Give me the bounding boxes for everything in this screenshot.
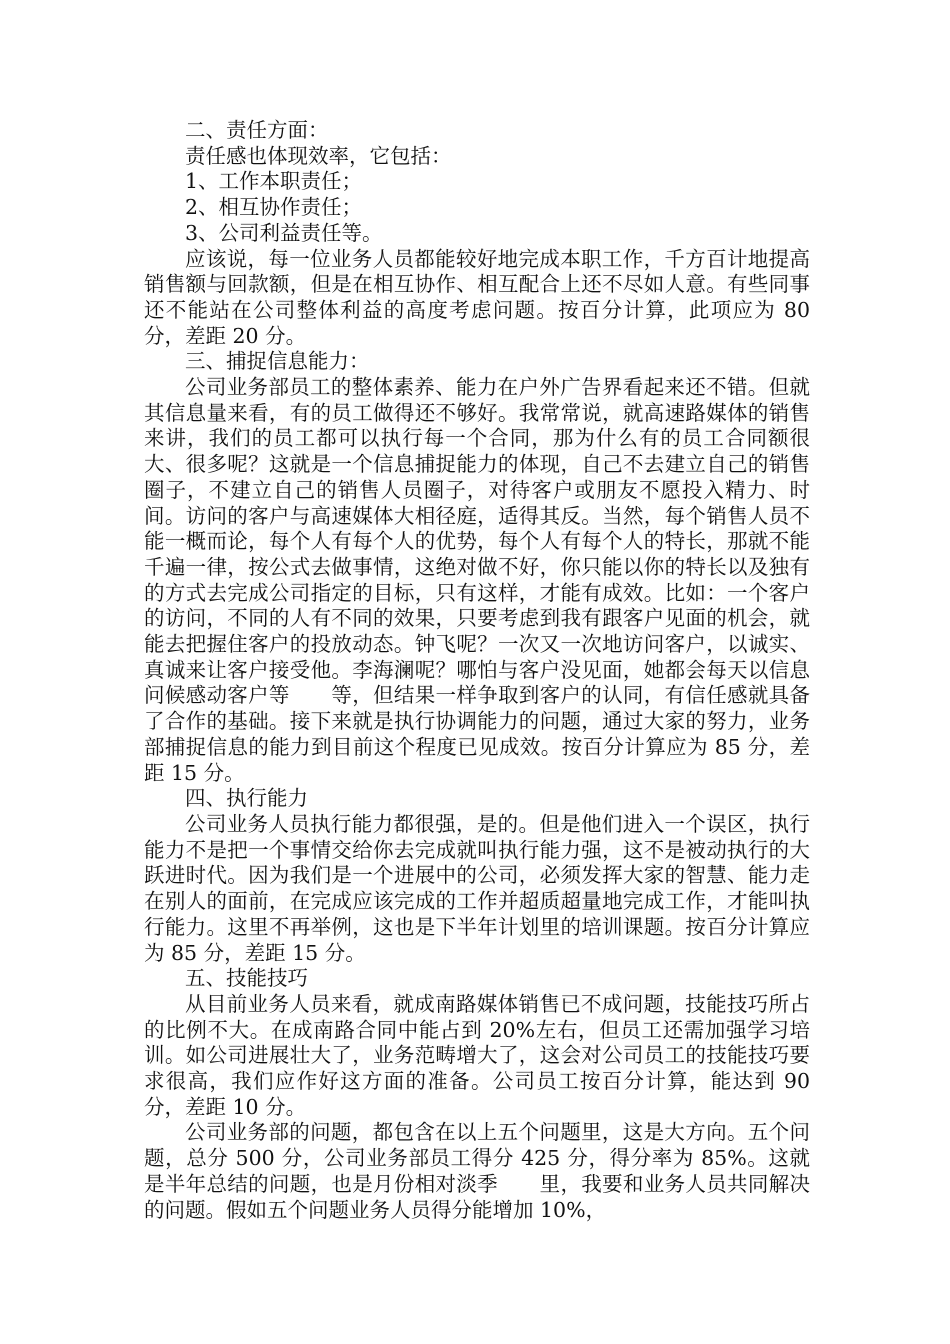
document-page <box>144 118 810 1223</box>
paragraph-execution: 公司业务人员执行能力都很强，是的。但是他们进入一个误区，执行能力不是把一个事情交给你去完成就叫执行能力强，这不是被动执行的大跃进时代。因为我们是一个进展中的公司，必须发挥大家的智慧、能力走在别人的面前，在完成应该完成的工作并超质超量地完成工作，才能叫执行能力。这里不再举例，这也是下半年计划里的培训课题。按百分计算应为 85 分，差距 15 分。 <box>144 811 810 965</box>
section-heading-execution: 四、执行能力 <box>185 786 308 811</box>
section-heading-skills: 五、技能技巧 <box>185 966 308 991</box>
paragraph-information-capture: 公司业务部员工的整体素养、能力在户外广告界看起来还不错。但就其信息量来看，有的员工做得还不够好。我常常说，就高速路媒体的销售来讲，我们的员工都可以执行每一个合同，那为什么有的员工合同额很大、很多呢？这就是一个信息捕捉能力的体现，自己不去建立自己的销售圈子，不建立自己的销售人员圈子，对待客户或朋友不愿投入精力、时间。访问的客户与高速媒体大相径庭，适得其反。当然，每个销售人员不能一概而论，每个人有每个人的优势，每个人有每个人的特长，那就不能千遍一律，按公式去做事情，这绝对做不好，你只能以你的特长以及独有的方式去完成公司指定的目标，只有这样，才能有成效。比如：一个客户的访问，不同的人有不同的效果，只要考虑到我有跟客户见面的机会，就能去把握住客户的投放动态。钟飞呢？一次又一次地访问客户，以诚实、真诚来让客户接受他。李海澜呢？哪怕与客户没见面，她都会每天以信息问候感动客户等 等，但结果一样争取到客户的认同，有信任感就具备了合作的基础。接下来就是执行协调能力的问题，通过大家的努力，业务部捕捉信息的能力到目前这个程度已见成效。按百分计算应为 85 分，差距 15 分。 <box>144 375 810 785</box>
paragraph-summary: 公司业务部的问题，都包含在以上五个问题里，这是大方向。五个问题，总分 500 分，公司业务部员工得分 425 分，得分率为 85%。这就是半年总结的问题，也是月份相对淡季 里，我要和业务人员共同解决的问题。假如五个问题业务人员得分能增加 10%， <box>144 1120 810 1222</box>
paragraph-responsibility-intro: 责任感也体现效率，它包括： <box>185 143 452 168</box>
list-item-job-duty: 1、工作本职责任； <box>185 169 363 194</box>
section-heading-responsibility: 二、责任方面： <box>185 118 329 142</box>
paragraph-skills: 从目前业务人员来看，就成南路媒体销售已不成问题，技能技巧所占的比例不大。在成南路合同中能占到 20%左右，但员工还需加强学习培训。如公司进展壮大了，业务范畴增大了，这会对公司员工的技能技巧要求很高，我们应作好这方面的准备。公司员工按百分计算，能达到 90 分，差距 10 分。 <box>144 991 810 1119</box>
paragraph-responsibility-assessment: 应该说，每一位业务人员都能较好地完成本职工作，千方百计地提高销售额与回款额，但是在相互协作、相互配合上还不尽如人意。有些同事还不能站在公司整体利益的高度考虑问题。按百分计算，此项应为 80 分，差距 20 分。 <box>144 246 810 348</box>
list-item-cooperation-duty: 2、相互协作责任； <box>185 195 363 220</box>
list-item-company-interest-duty: 3、公司利益责任等。 <box>185 220 383 245</box>
section-heading-information-capture: 三、捕捉信息能力： <box>185 349 370 374</box>
